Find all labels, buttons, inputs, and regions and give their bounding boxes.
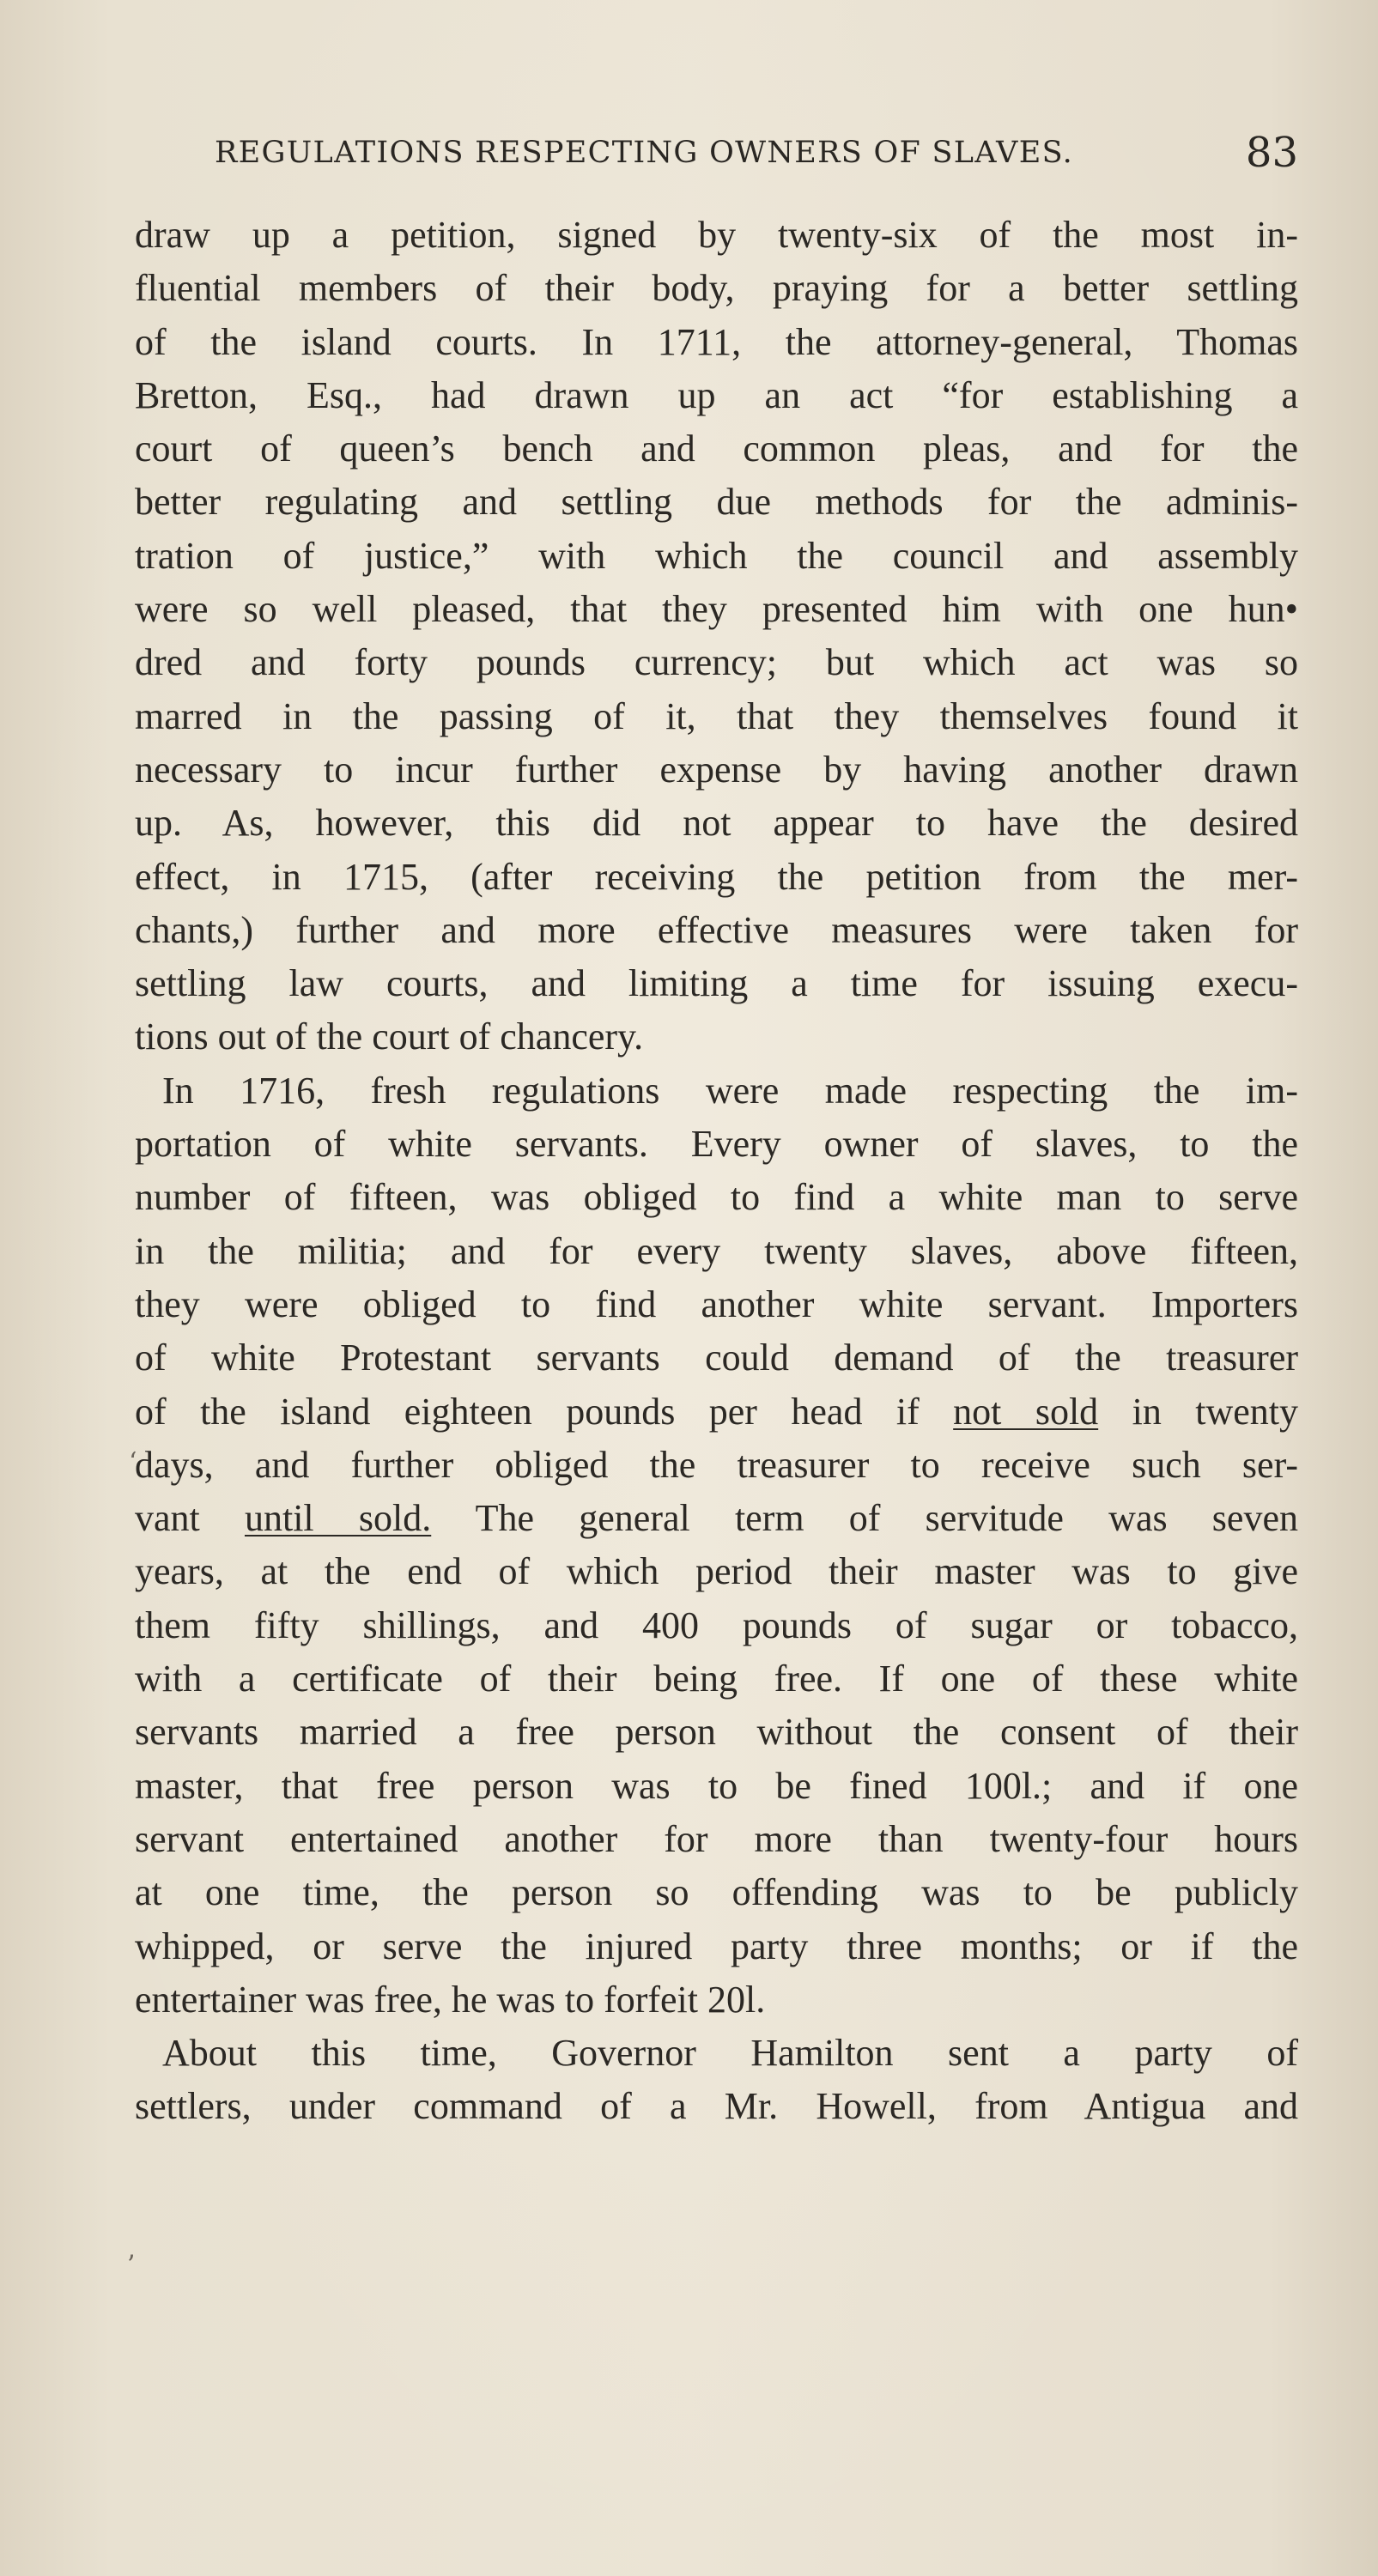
text-line: at one time, the person so offending was to be publicly	[135, 1871, 1298, 1914]
text-line: entertainer was free, he was to forfeit 20l.	[135, 1978, 766, 2021]
paragraph	[135, 209, 1298, 1064]
text-line: chants,) further and more effective measures were taken for	[135, 908, 1298, 951]
text-line: up. As, however, this did not appear to have the desired	[135, 802, 1298, 845]
text-line: they were obliged to find another white servant. Importers	[135, 1282, 1298, 1325]
text-run: in twenty	[1098, 1390, 1298, 1433]
text-line: About this time, Governor Hamilton sent a party of	[162, 2032, 1298, 2075]
running-title: REGULATIONS RESPECTING OWNERS OF SLAVES.	[215, 136, 1074, 170]
text-line: portation of white servants. Every owner of slaves, to the	[135, 1123, 1298, 1166]
text-line: dred and forty pounds currency; but which act was so	[135, 641, 1298, 684]
text-line	[135, 1385, 1298, 1439]
text-line: servants married a free person without the consent of their	[135, 1711, 1298, 1754]
text-line: of white Protestant servants could demand of the treasurer	[135, 1336, 1298, 1379]
paragraph	[135, 1064, 1298, 2027]
text-line: them fifty shillings, and 400 pounds of sugar or tobacco,	[135, 1603, 1298, 1646]
text-line: Bretton, Esq., had drawn up an act “for establishing a	[135, 373, 1298, 416]
text-line: number of fifteen, was obliged to find a white man to serve	[135, 1176, 1298, 1219]
running-head	[129, 129, 1298, 180]
stray-mark: ʼ	[126, 2251, 135, 2281]
text-line: of the island courts. In 1711, the attorney-general, Thomas	[135, 320, 1298, 363]
text-line: tions out of the court of chancery.	[135, 1015, 644, 1058]
text-line	[135, 1492, 1298, 1545]
stray-mark: ‘	[129, 1447, 137, 1477]
text-line: with a certificate of their being free. If one of these white	[135, 1658, 1298, 1700]
text-line: marred in the passing of it, that they themselves found it	[135, 694, 1298, 737]
text-run: The general term of servitude was seven	[431, 1497, 1298, 1540]
text-line: in the militia; and for every twenty slaves, above fifteen,	[135, 1229, 1298, 1272]
text-line: master, that free person was to be fined 100l.; and if one	[135, 1764, 1298, 1807]
text-line: tration of justice,” with which the council and assembly	[135, 534, 1298, 577]
text-line: court of queen’s bench and common pleas, and for the	[135, 427, 1298, 470]
body-text	[135, 209, 1298, 2134]
text-line: were so well pleased, that they presented him with one hun•	[135, 588, 1298, 631]
underlined-phrase: not sold	[953, 1390, 1099, 1433]
text-line: settling law courts, and limiting a time for issuing execu-	[135, 962, 1298, 1005]
text-run: of the island eighteen pounds per head if	[135, 1390, 954, 1433]
text-line: better regulating and settling due methods for the adminis-	[135, 481, 1298, 524]
text-line: In 1716, fresh regulations were made respecting the im-	[162, 1069, 1298, 1112]
text-line: servant entertained another for more than twenty-four hours	[135, 1817, 1298, 1860]
underlined-phrase: until sold.	[244, 1497, 432, 1540]
paragraph	[135, 2027, 1298, 2134]
text-line: necessary to incur further expense by having another drawn	[135, 748, 1298, 791]
text-line: years, at the end of which period their master was to give	[135, 1550, 1298, 1593]
text-line: draw up a petition, signed by twenty-six of the most in-	[135, 214, 1298, 256]
text-line: fluential members of their body, praying for a better settling	[135, 267, 1298, 310]
text-line: days, and further obliged the treasurer to receive such ser-	[135, 1443, 1298, 1486]
text-line: effect, in 1715, (after receiving the petition from the mer-	[135, 855, 1298, 898]
page-number: 83	[1245, 129, 1298, 177]
text-line: settlers, under command of a Mr. Howell, from Antigua and	[135, 2085, 1298, 2128]
text-run: vant	[135, 1497, 245, 1540]
text-line: whipped, or serve the injured party three months; or if the	[135, 1924, 1298, 1967]
